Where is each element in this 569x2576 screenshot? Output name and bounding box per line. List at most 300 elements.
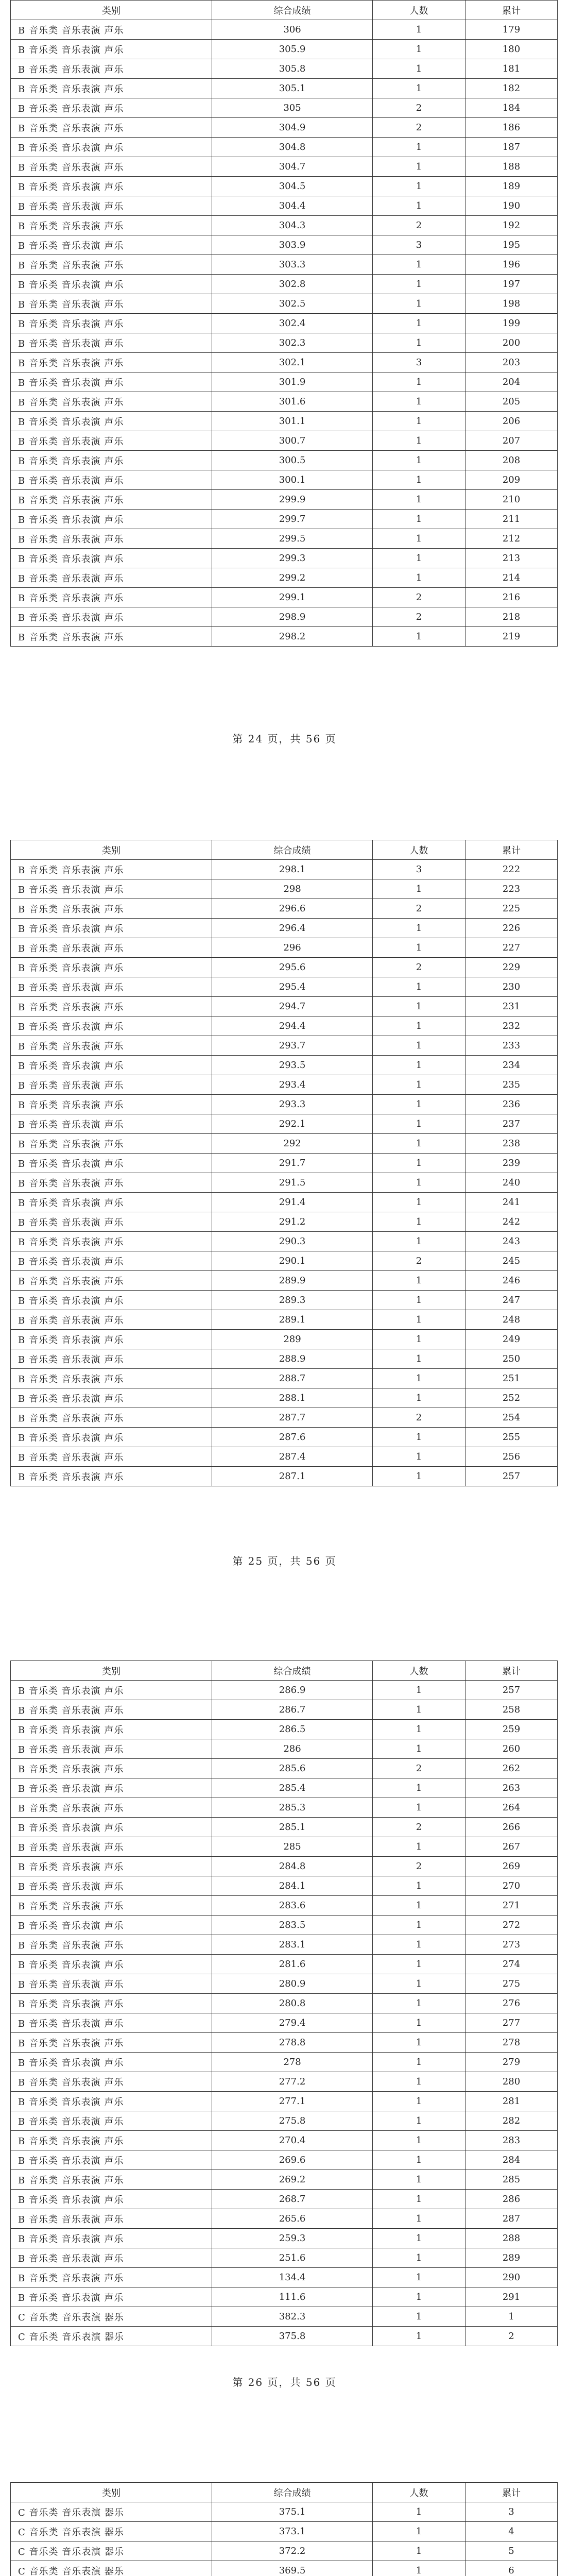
score-cell: 286.5 bbox=[212, 1720, 373, 1739]
category-cell: B 音乐类 音乐表演 声乐 bbox=[11, 1798, 212, 1818]
table-row bbox=[11, 879, 558, 899]
table-row bbox=[11, 899, 558, 919]
count-cell: 1 bbox=[373, 2229, 465, 2248]
table-row bbox=[11, 2522, 558, 2541]
category-cell: B 音乐类 音乐表演 声乐 bbox=[11, 2092, 212, 2111]
score-cell: 293.5 bbox=[212, 1056, 373, 1075]
column-header: 类别 bbox=[11, 1, 212, 20]
category-cell: B 音乐类 音乐表演 声乐 bbox=[11, 588, 212, 607]
score-cell: 305.9 bbox=[212, 40, 373, 59]
count-cell: 1 bbox=[373, 1291, 465, 1310]
table-row bbox=[11, 1447, 558, 1467]
cumulative-cell: 234 bbox=[465, 1056, 558, 1075]
table-row bbox=[11, 1759, 558, 1778]
count-cell: 1 bbox=[373, 529, 465, 549]
table-row bbox=[11, 294, 558, 314]
count-cell: 1 bbox=[373, 1778, 465, 1798]
table-row bbox=[11, 1955, 558, 1974]
cumulative-cell: 274 bbox=[465, 1955, 558, 1974]
category-cell: B 音乐类 音乐表演 声乐 bbox=[11, 627, 212, 647]
table-row bbox=[11, 275, 558, 294]
table-row bbox=[11, 510, 558, 529]
category-cell: B 音乐类 音乐表演 声乐 bbox=[11, 2170, 212, 2190]
count-cell: 1 bbox=[373, 1994, 465, 2013]
score-cell: 286.9 bbox=[212, 1681, 373, 1700]
count-cell: 1 bbox=[373, 1700, 465, 1720]
table-row bbox=[11, 2327, 558, 2346]
score-cell: 293.4 bbox=[212, 1075, 373, 1095]
score-cell: 292 bbox=[212, 1134, 373, 1154]
cumulative-cell: 258 bbox=[465, 1700, 558, 1720]
category-cell: B 音乐类 音乐表演 声乐 bbox=[11, 1759, 212, 1778]
column-header: 综合成绩 bbox=[212, 2483, 373, 2502]
cumulative-cell: 283 bbox=[465, 2131, 558, 2150]
count-cell: 1 bbox=[373, 1232, 465, 1251]
category-cell: B 音乐类 音乐表演 声乐 bbox=[11, 1310, 212, 1330]
category-cell: B 音乐类 音乐表演 声乐 bbox=[11, 1193, 212, 1212]
table-row bbox=[11, 1408, 558, 1428]
cumulative-cell: 269 bbox=[465, 1857, 558, 1876]
score-cell: 302.8 bbox=[212, 275, 373, 294]
score-cell: 289.9 bbox=[212, 1271, 373, 1291]
table-row bbox=[11, 997, 558, 1016]
score-cell: 298.2 bbox=[212, 627, 373, 647]
count-cell: 1 bbox=[373, 1330, 465, 1349]
table-row bbox=[11, 1467, 558, 1486]
table-row bbox=[11, 235, 558, 255]
cumulative-cell: 262 bbox=[465, 1759, 558, 1778]
table-row bbox=[11, 977, 558, 997]
table-row bbox=[11, 451, 558, 470]
cumulative-cell: 257 bbox=[465, 1681, 558, 1700]
count-cell: 1 bbox=[373, 1369, 465, 1388]
table-row bbox=[11, 1974, 558, 1994]
cumulative-cell: 243 bbox=[465, 1232, 558, 1251]
table-row bbox=[11, 1837, 558, 1857]
table-row bbox=[11, 2170, 558, 2190]
count-cell: 1 bbox=[373, 1974, 465, 1994]
count-cell: 1 bbox=[373, 372, 465, 392]
cumulative-cell: 219 bbox=[465, 627, 558, 647]
category-cell: B 音乐类 音乐表演 声乐 bbox=[11, 1349, 212, 1369]
category-cell: B 音乐类 音乐表演 声乐 bbox=[11, 1291, 212, 1310]
count-cell: 1 bbox=[373, 1837, 465, 1857]
score-cell: 268.7 bbox=[212, 2190, 373, 2209]
table-header-row bbox=[11, 2483, 558, 2502]
cumulative-cell: 190 bbox=[465, 196, 558, 216]
cumulative-cell: 252 bbox=[465, 1388, 558, 1408]
cumulative-cell: 2 bbox=[465, 2327, 558, 2346]
cumulative-cell: 245 bbox=[465, 1251, 558, 1271]
table-row bbox=[11, 860, 558, 879]
page-footer: 第 26 页，共 56 页 bbox=[232, 2376, 337, 2388]
column-header: 人数 bbox=[373, 840, 465, 860]
table-row bbox=[11, 1075, 558, 1095]
table-row bbox=[11, 2072, 558, 2092]
table-row bbox=[11, 2150, 558, 2170]
category-cell: B 音乐类 音乐表演 声乐 bbox=[11, 860, 212, 879]
table-row bbox=[11, 1056, 558, 1075]
cumulative-cell: 223 bbox=[465, 879, 558, 899]
count-cell: 1 bbox=[373, 510, 465, 529]
cumulative-cell: 247 bbox=[465, 1291, 558, 1310]
score-cell: 300.1 bbox=[212, 470, 373, 490]
table-row bbox=[11, 20, 558, 40]
score-cell: 303.9 bbox=[212, 235, 373, 255]
score-cell: 285.3 bbox=[212, 1798, 373, 1818]
count-cell: 1 bbox=[373, 79, 465, 98]
table-row bbox=[11, 118, 558, 138]
score-cell: 295.6 bbox=[212, 958, 373, 977]
category-cell: B 音乐类 音乐表演 声乐 bbox=[11, 353, 212, 372]
count-cell: 2 bbox=[373, 1408, 465, 1428]
score-table bbox=[10, 0, 558, 647]
table-row bbox=[11, 1154, 558, 1173]
cumulative-cell: 184 bbox=[465, 98, 558, 118]
table-row bbox=[11, 392, 558, 412]
cumulative-cell: 279 bbox=[465, 2053, 558, 2072]
cumulative-cell: 181 bbox=[465, 59, 558, 79]
count-cell: 1 bbox=[373, 275, 465, 294]
column-header: 类别 bbox=[11, 840, 212, 860]
count-cell: 1 bbox=[373, 549, 465, 568]
count-cell: 1 bbox=[373, 1212, 465, 1232]
cumulative-cell: 233 bbox=[465, 1036, 558, 1056]
table-row bbox=[11, 2287, 558, 2307]
category-cell: B 音乐类 音乐表演 声乐 bbox=[11, 1467, 212, 1486]
count-cell: 3 bbox=[373, 353, 465, 372]
count-cell: 1 bbox=[373, 2072, 465, 2092]
table-row bbox=[11, 1095, 558, 1114]
cumulative-cell: 249 bbox=[465, 1330, 558, 1349]
table-row bbox=[11, 1212, 558, 1232]
cumulative-cell: 186 bbox=[465, 118, 558, 138]
cumulative-cell: 287 bbox=[465, 2209, 558, 2229]
count-cell: 1 bbox=[373, 2327, 465, 2346]
cumulative-cell: 208 bbox=[465, 451, 558, 470]
category-cell: B 音乐类 音乐表演 声乐 bbox=[11, 1857, 212, 1876]
score-cell: 302.3 bbox=[212, 333, 373, 353]
category-cell: C 音乐类 音乐表演 器乐 bbox=[11, 2561, 212, 2576]
count-cell: 1 bbox=[373, 40, 465, 59]
score-cell: 111.6 bbox=[212, 2287, 373, 2307]
score-cell: 373.1 bbox=[212, 2522, 373, 2541]
count-cell: 2 bbox=[373, 607, 465, 627]
cumulative-cell: 182 bbox=[465, 79, 558, 98]
score-cell: 284.1 bbox=[212, 1876, 373, 1896]
cumulative-cell: 204 bbox=[465, 372, 558, 392]
score-cell: 288.1 bbox=[212, 1388, 373, 1408]
table-row bbox=[11, 431, 558, 451]
category-cell: B 音乐类 音乐表演 声乐 bbox=[11, 1095, 212, 1114]
category-cell: B 音乐类 音乐表演 声乐 bbox=[11, 177, 212, 196]
category-cell: B 音乐类 音乐表演 声乐 bbox=[11, 1232, 212, 1251]
score-cell: 290.1 bbox=[212, 1251, 373, 1271]
cumulative-cell: 267 bbox=[465, 1837, 558, 1857]
table-row bbox=[11, 1739, 558, 1759]
count-cell: 2 bbox=[373, 118, 465, 138]
score-cell: 277.1 bbox=[212, 2092, 373, 2111]
cumulative-cell: 251 bbox=[465, 1369, 558, 1388]
count-cell: 1 bbox=[373, 255, 465, 275]
score-cell: 285 bbox=[212, 1837, 373, 1857]
column-header: 综合成绩 bbox=[212, 1, 373, 20]
cumulative-cell: 5 bbox=[465, 2541, 558, 2561]
table-row bbox=[11, 314, 558, 333]
cumulative-cell: 187 bbox=[465, 138, 558, 157]
score-cell: 303.3 bbox=[212, 255, 373, 275]
column-header: 累计 bbox=[465, 1, 558, 20]
count-cell: 1 bbox=[373, 879, 465, 899]
category-cell: B 音乐类 音乐表演 声乐 bbox=[11, 1876, 212, 1896]
count-cell: 1 bbox=[373, 392, 465, 412]
score-cell: 298.9 bbox=[212, 607, 373, 627]
table-row bbox=[11, 549, 558, 568]
count-cell: 1 bbox=[373, 1095, 465, 1114]
cumulative-cell: 230 bbox=[465, 977, 558, 997]
score-cell: 375.1 bbox=[212, 2502, 373, 2522]
category-cell: B 音乐类 音乐表演 声乐 bbox=[11, 40, 212, 59]
category-cell: B 音乐类 音乐表演 声乐 bbox=[11, 1408, 212, 1428]
cumulative-cell: 211 bbox=[465, 510, 558, 529]
category-cell: B 音乐类 音乐表演 声乐 bbox=[11, 490, 212, 510]
score-cell: 375.8 bbox=[212, 2327, 373, 2346]
page-footer: 第 25 页，共 56 页 bbox=[232, 1555, 337, 1567]
count-cell: 1 bbox=[373, 1798, 465, 1818]
cumulative-cell: 214 bbox=[465, 568, 558, 588]
score-cell: 298 bbox=[212, 879, 373, 899]
table-row bbox=[11, 1896, 558, 1916]
table-row bbox=[11, 2248, 558, 2268]
category-cell: B 音乐类 音乐表演 声乐 bbox=[11, 1935, 212, 1955]
score-cell: 296.6 bbox=[212, 899, 373, 919]
category-cell: B 音乐类 音乐表演 声乐 bbox=[11, 1173, 212, 1193]
score-cell: 277.2 bbox=[212, 2072, 373, 2092]
cumulative-cell: 188 bbox=[465, 157, 558, 177]
count-cell: 2 bbox=[373, 98, 465, 118]
score-cell: 269.6 bbox=[212, 2150, 373, 2170]
count-cell: 1 bbox=[373, 2131, 465, 2150]
cumulative-cell: 3 bbox=[465, 2502, 558, 2522]
cumulative-cell: 197 bbox=[465, 275, 558, 294]
score-cell: 275.8 bbox=[212, 2111, 373, 2131]
score-cell: 304.8 bbox=[212, 138, 373, 157]
category-cell: B 音乐类 音乐表演 声乐 bbox=[11, 1056, 212, 1075]
cumulative-cell: 237 bbox=[465, 1114, 558, 1134]
count-cell: 1 bbox=[373, 1134, 465, 1154]
category-cell: B 音乐类 音乐表演 声乐 bbox=[11, 1330, 212, 1349]
category-cell: B 音乐类 音乐表演 声乐 bbox=[11, 1114, 212, 1134]
score-cell: 369.5 bbox=[212, 2561, 373, 2576]
category-cell: B 音乐类 音乐表演 声乐 bbox=[11, 2150, 212, 2170]
category-cell: B 音乐类 音乐表演 声乐 bbox=[11, 1778, 212, 1798]
count-cell: 1 bbox=[373, 1876, 465, 1896]
cumulative-cell: 285 bbox=[465, 2170, 558, 2190]
cumulative-cell: 254 bbox=[465, 1408, 558, 1428]
cumulative-cell: 282 bbox=[465, 2111, 558, 2131]
cumulative-cell: 189 bbox=[465, 177, 558, 196]
cumulative-cell: 284 bbox=[465, 2150, 558, 2170]
category-cell: B 音乐类 音乐表演 声乐 bbox=[11, 1837, 212, 1857]
cumulative-cell: 179 bbox=[465, 20, 558, 40]
cumulative-cell: 232 bbox=[465, 1016, 558, 1036]
score-cell: 285.1 bbox=[212, 1818, 373, 1837]
cumulative-cell: 240 bbox=[465, 1173, 558, 1193]
score-table bbox=[10, 1660, 558, 2346]
category-cell: B 音乐类 音乐表演 声乐 bbox=[11, 2287, 212, 2307]
category-cell: B 音乐类 音乐表演 声乐 bbox=[11, 1369, 212, 1388]
category-cell: B 音乐类 音乐表演 声乐 bbox=[11, 1916, 212, 1935]
category-cell: C 音乐类 音乐表演 器乐 bbox=[11, 2541, 212, 2561]
count-cell: 1 bbox=[373, 1388, 465, 1408]
score-cell: 251.6 bbox=[212, 2248, 373, 2268]
table-row bbox=[11, 1193, 558, 1212]
category-cell: B 音乐类 音乐表演 声乐 bbox=[11, 59, 212, 79]
table-header-row bbox=[11, 840, 558, 860]
cumulative-cell: 225 bbox=[465, 899, 558, 919]
category-cell: C 音乐类 音乐表演 器乐 bbox=[11, 2502, 212, 2522]
category-cell: C 音乐类 音乐表演 器乐 bbox=[11, 2307, 212, 2327]
count-cell: 1 bbox=[373, 1075, 465, 1095]
cumulative-cell: 260 bbox=[465, 1739, 558, 1759]
score-cell: 305.1 bbox=[212, 79, 373, 98]
table-row bbox=[11, 1778, 558, 1798]
category-cell: B 音乐类 音乐表演 声乐 bbox=[11, 372, 212, 392]
category-cell: B 音乐类 音乐表演 声乐 bbox=[11, 138, 212, 157]
cumulative-cell: 263 bbox=[465, 1778, 558, 1798]
count-cell: 1 bbox=[373, 1349, 465, 1369]
category-cell: B 音乐类 音乐表演 声乐 bbox=[11, 1251, 212, 1271]
score-table bbox=[10, 840, 558, 1486]
score-cell: 299.3 bbox=[212, 549, 373, 568]
table-row bbox=[11, 333, 558, 353]
table-row bbox=[11, 627, 558, 647]
table-row bbox=[11, 1330, 558, 1349]
category-cell: B 音乐类 音乐表演 声乐 bbox=[11, 235, 212, 255]
category-cell: B 音乐类 音乐表演 声乐 bbox=[11, 510, 212, 529]
category-cell: B 音乐类 音乐表演 声乐 bbox=[11, 997, 212, 1016]
cumulative-cell: 273 bbox=[465, 1935, 558, 1955]
cumulative-cell: 203 bbox=[465, 353, 558, 372]
table-row bbox=[11, 1310, 558, 1330]
table-row bbox=[11, 568, 558, 588]
count-cell: 1 bbox=[373, 2268, 465, 2287]
cumulative-cell: 290 bbox=[465, 2268, 558, 2287]
table-row bbox=[11, 1700, 558, 1720]
score-cell: 283.5 bbox=[212, 1916, 373, 1935]
score-cell: 287.6 bbox=[212, 1428, 373, 1447]
table-row bbox=[11, 216, 558, 235]
score-cell: 287.4 bbox=[212, 1447, 373, 1467]
table-row bbox=[11, 2053, 558, 2072]
table-row bbox=[11, 1935, 558, 1955]
table-row bbox=[11, 372, 558, 392]
count-cell: 1 bbox=[373, 2561, 465, 2576]
count-cell: 1 bbox=[373, 568, 465, 588]
category-cell: C 音乐类 音乐表演 器乐 bbox=[11, 2522, 212, 2541]
table-header-row bbox=[11, 1, 558, 20]
score-cell: 372.2 bbox=[212, 2541, 373, 2561]
count-cell: 1 bbox=[373, 451, 465, 470]
count-cell: 1 bbox=[373, 1720, 465, 1739]
cumulative-cell: 235 bbox=[465, 1075, 558, 1095]
cumulative-cell: 236 bbox=[465, 1095, 558, 1114]
score-cell: 299.1 bbox=[212, 588, 373, 607]
score-cell: 281.6 bbox=[212, 1955, 373, 1974]
table-row bbox=[11, 138, 558, 157]
category-cell: B 音乐类 音乐表演 声乐 bbox=[11, 1134, 212, 1154]
cumulative-cell: 4 bbox=[465, 2522, 558, 2541]
count-cell: 1 bbox=[373, 938, 465, 958]
score-table bbox=[10, 2482, 558, 2576]
score-cell: 278.8 bbox=[212, 2033, 373, 2053]
category-cell: B 音乐类 音乐表演 声乐 bbox=[11, 255, 212, 275]
score-cell: 300.5 bbox=[212, 451, 373, 470]
count-cell: 1 bbox=[373, 1056, 465, 1075]
cumulative-cell: 229 bbox=[465, 958, 558, 977]
count-cell: 1 bbox=[373, 470, 465, 490]
cumulative-cell: 212 bbox=[465, 529, 558, 549]
category-cell: B 音乐类 音乐表演 声乐 bbox=[11, 451, 212, 470]
score-cell: 302.4 bbox=[212, 314, 373, 333]
count-cell: 2 bbox=[373, 1759, 465, 1778]
count-cell: 1 bbox=[373, 2170, 465, 2190]
count-cell: 1 bbox=[373, 177, 465, 196]
column-header: 综合成绩 bbox=[212, 840, 373, 860]
score-cell: 293.3 bbox=[212, 1095, 373, 1114]
category-cell: B 音乐类 音乐表演 声乐 bbox=[11, 1896, 212, 1916]
score-cell: 382.3 bbox=[212, 2307, 373, 2327]
category-cell: B 音乐类 音乐表演 声乐 bbox=[11, 1974, 212, 1994]
cumulative-cell: 195 bbox=[465, 235, 558, 255]
score-cell: 296 bbox=[212, 938, 373, 958]
score-cell: 306 bbox=[212, 20, 373, 40]
category-cell: B 音乐类 音乐表演 声乐 bbox=[11, 1681, 212, 1700]
table-row bbox=[11, 1857, 558, 1876]
category-cell: B 音乐类 音乐表演 声乐 bbox=[11, 2013, 212, 2033]
table-row bbox=[11, 2229, 558, 2248]
score-cell: 300.7 bbox=[212, 431, 373, 451]
count-cell: 1 bbox=[373, 2053, 465, 2072]
count-cell: 1 bbox=[373, 1739, 465, 1759]
score-cell: 265.6 bbox=[212, 2209, 373, 2229]
cumulative-cell: 255 bbox=[465, 1428, 558, 1447]
table-row bbox=[11, 1818, 558, 1837]
table-row bbox=[11, 919, 558, 938]
category-cell: B 音乐类 音乐表演 声乐 bbox=[11, 196, 212, 216]
cumulative-cell: 213 bbox=[465, 549, 558, 568]
score-cell: 284.8 bbox=[212, 1857, 373, 1876]
table-row bbox=[11, 1994, 558, 2013]
table-row bbox=[11, 98, 558, 118]
count-cell: 1 bbox=[373, 1447, 465, 1467]
cumulative-cell: 196 bbox=[465, 255, 558, 275]
column-header: 人数 bbox=[373, 1, 465, 20]
score-cell: 283.6 bbox=[212, 1896, 373, 1916]
score-cell: 299.2 bbox=[212, 568, 373, 588]
table-row bbox=[11, 490, 558, 510]
column-header: 类别 bbox=[11, 2483, 212, 2502]
score-cell: 296.4 bbox=[212, 919, 373, 938]
category-cell: B 音乐类 音乐表演 声乐 bbox=[11, 2033, 212, 2053]
category-cell: B 音乐类 音乐表演 声乐 bbox=[11, 2190, 212, 2209]
cumulative-cell: 256 bbox=[465, 1447, 558, 1467]
category-cell: B 音乐类 音乐表演 声乐 bbox=[11, 1036, 212, 1056]
count-cell: 2 bbox=[373, 1857, 465, 1876]
table-row bbox=[11, 255, 558, 275]
score-cell: 295.4 bbox=[212, 977, 373, 997]
count-cell: 1 bbox=[373, 1896, 465, 1916]
